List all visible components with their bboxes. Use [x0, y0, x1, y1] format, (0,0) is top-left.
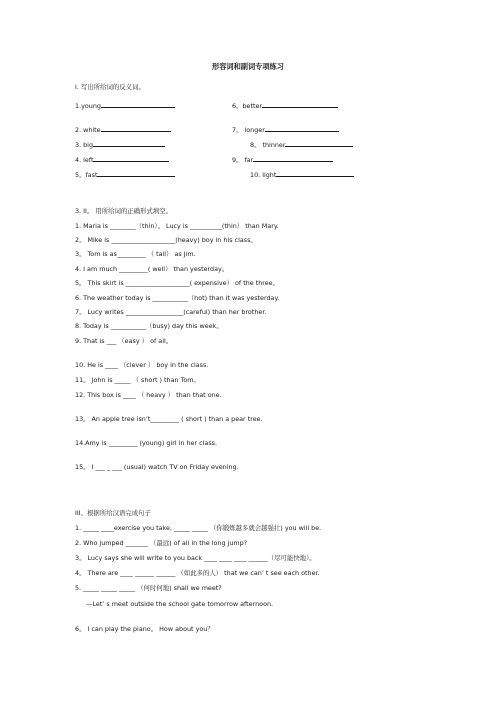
answer-blank: [101, 125, 171, 132]
section2-heading: 3. II。 用所给词的正确形式填空。: [75, 207, 173, 215]
fill-item-5: 5。 This skirt is ____________________( expensive） of the three。: [75, 279, 280, 287]
fill-item-4: 4. I am much _________( well） than yesterday。: [75, 265, 229, 273]
answer-blank: [93, 140, 165, 147]
fill-item-15: 15。 I ___ _ ___ (usual) watch TV on Friday evening.: [75, 463, 239, 471]
antonym-item-8: 8。 thinner: [250, 140, 353, 150]
answer-blank: [265, 125, 339, 132]
answer-blank: [253, 155, 333, 162]
antonym-item-5: 5。fast: [75, 170, 175, 180]
translate-item-4: 4。 There are ____ ______ ______ （如此多的人） that we can’ t see each other.: [75, 569, 320, 577]
translate-item-6: 6。 I can play the piano。 How about you？: [75, 625, 214, 633]
translate-item-5: 5. _____ _____ _____ （何时何地) shall we meet?: [75, 584, 222, 592]
antonym-item-4: 4. left: [75, 155, 169, 165]
fill-item-14: 14.Amy is _________ (young) girl in her class.: [75, 439, 218, 447]
page-title: 形容词和副词专项练习: [212, 62, 284, 71]
fill-item-8: 8. Today is ___________（busy) day this week。: [75, 322, 223, 330]
fill-item-10: 10. He is ____ （clever ） boy in the class.: [75, 361, 209, 369]
fill-item-7: 7。 Lucy writes __________________(careful) than her brother.: [75, 308, 267, 316]
antonym-item-1: 1.young: [75, 101, 175, 111]
translate-item-1: 1. _____ ____exercise you take, _____ _____ （你锻炼越多就会越强壮) you will be.: [75, 524, 322, 532]
answer-blank: [97, 170, 175, 177]
fill-item-2: 2。 Mike is ____________________(heavy) boy in his class。: [75, 236, 257, 244]
answer-blank: [101, 101, 175, 108]
fill-item-6: 6. The weather today is ___________（hot) than it was yesterday.: [75, 294, 280, 302]
antonym-item-6: 6。better: [232, 101, 338, 111]
answer-blank: [93, 155, 169, 162]
fill-item-13: 13。 An apple tree isn’t_________ ( short ) than a pear tree.: [75, 415, 263, 423]
antonym-item-9: 9。 far: [232, 155, 333, 165]
antonym-item-10: 10. light: [250, 170, 354, 180]
antonym-item-2: 2. white: [75, 125, 171, 135]
fill-item-1: 1. Maria is ________（thin）。 Lucy is __________(thin） than Mary.: [75, 222, 279, 230]
antonym-item-7: 7。 longer: [232, 125, 339, 135]
fill-item-9: 9. That is ___ （easy ） of all。: [75, 337, 173, 345]
translate-item-2: 2. Who jumped _______ （最远) of all in the long jump?: [75, 539, 248, 547]
answer-blank: [285, 140, 353, 147]
answer-blank: [262, 101, 338, 108]
translate-item-5-answer: —Let’ s meet outside the school gate tomorrow afternoon.: [86, 600, 274, 608]
antonym-item-3: 3. big: [75, 140, 165, 150]
fill-item-3: 3。 Tom is as_________ （ tall） as Jim.: [75, 250, 196, 258]
section3-heading: III、根据所给汉语完成句子: [75, 509, 151, 517]
fill-item-11: 11。 John is _____ （ short ) than Tom。: [75, 376, 200, 384]
fill-item-12: 12. This box is ____ （ heavy ） than that one.: [75, 391, 222, 399]
answer-blank: [276, 170, 354, 177]
section1-heading: I. 写出所给词的反义词。: [75, 83, 145, 91]
translate-item-3: 3。 Lucy says she will write to you back ____ ____ ____ ______（尽可能快地）。: [75, 554, 316, 562]
